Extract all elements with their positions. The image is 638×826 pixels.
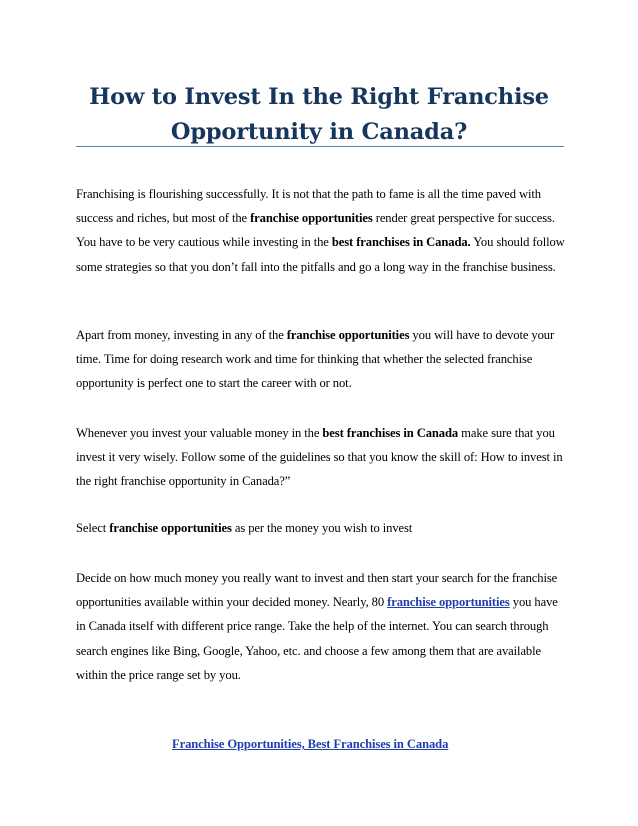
paragraph-intro [76,182,568,279]
paragraph-text: Whenever you invest your valuable money in the [76,426,323,440]
paragraph-text: Decide on how much money you really want to invest and then start your search for the franchise opportunities available within your decided money. Nearly, 80 [76,571,558,610]
page-title: How to Invest In the Right Franchise Opportunity in Canada? [89,84,549,145]
paragraph-select [76,516,568,540]
bold-keyword: franchise opportunities [250,211,373,226]
paragraph-text: Select [76,521,110,535]
paragraph-text: You should follow some strategies so that you don’t fall into the pitfalls and go a long way in the franchise business. [76,235,565,274]
bold-keyword: franchise opportunities [286,328,410,342]
bold-keyword: best franchises in Canada [322,426,459,440]
franchise-opportunities-link[interactable]: franchise opportunities [387,595,510,610]
paragraph-invest-wisely [76,421,568,494]
footer-link[interactable]: Franchise Opportunities, Best Franchises in Canada [172,737,449,751]
bold-keyword: best franchises in Canada. [331,235,471,250]
bold-keyword: franchise opportunities [109,521,232,535]
paragraph-text: you will have to devote your time. Time for doing research work and time for thinking that whether the selected franchise opportunity is perfect one to start the career with or not. [76,328,555,391]
paragraph-text: Franchising is flourishing successfully. It is not that the path to fame is all the time paved with success and riches, but most of the [76,187,541,226]
paragraph-text: you have in Canada itself with different price range. Take the help of the internet. You can search through search engines like Bing, Google, Yahoo, etc. and choose a few among them that are available within the price range set by you. [76,595,558,682]
paragraph-text: as per the money you wish to invest [231,521,413,535]
footer [172,735,448,753]
paragraph-text: render great perspective for success. You have to be very cautious while investing in the [76,211,555,250]
paragraph-text: make sure that you invest it very wisely. Follow some of the guidelines so that you know the skill of: How to invest in the right franchise opportunity in Canada?” [76,426,563,489]
paragraph-decide [76,566,568,687]
paragraph-time [76,323,568,396]
title-divider [76,146,564,147]
paragraph-text: Apart from money, investing in any of the [76,328,287,342]
